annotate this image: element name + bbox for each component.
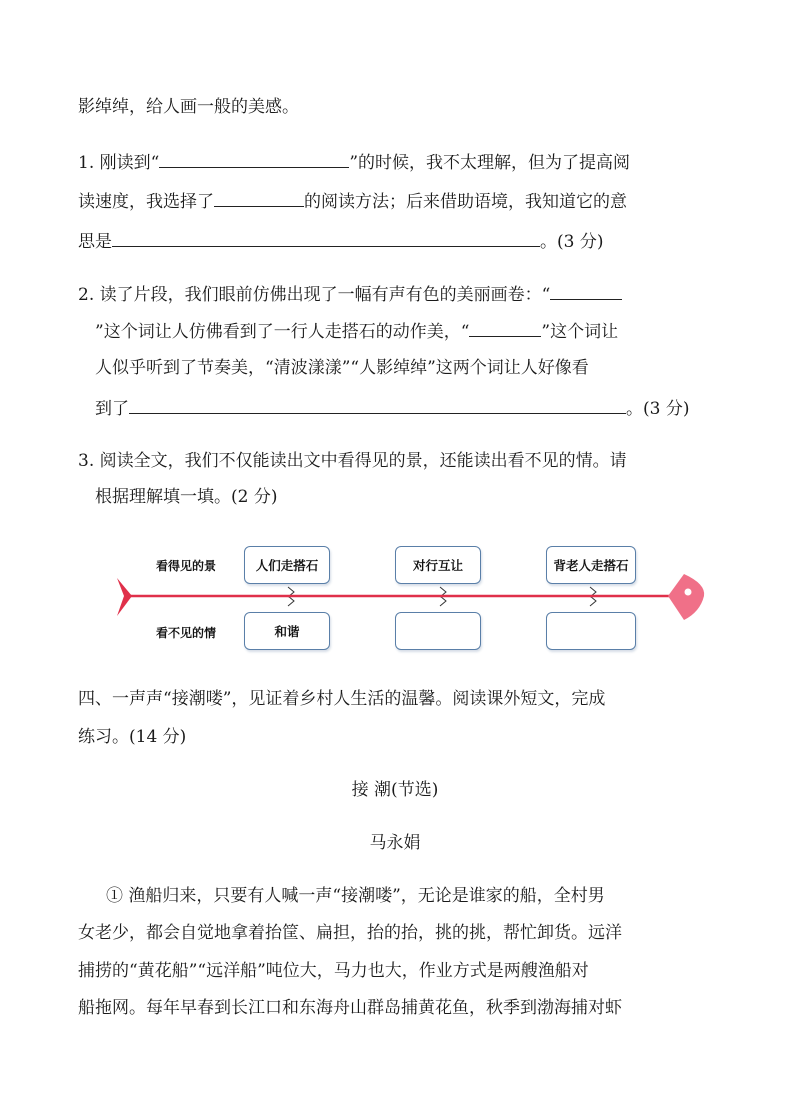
q1-blank-3[interactable] [112, 228, 540, 247]
connector [590, 596, 596, 606]
q1-text: 的阅读方法；后来借助语境，我知道它的意 [304, 192, 627, 212]
question-2-line-3: 人似乎听到了节奏美，“清波漾漾”“人影绰绰”这两个词让人好像看 [95, 358, 589, 378]
text-line: 影绰绰，给人画一般的美感。 [78, 97, 299, 117]
q2-blank-2[interactable] [469, 318, 541, 337]
q1-text: 读速度，我选择了 [78, 192, 214, 212]
feeling-box-3-answer[interactable] [546, 612, 636, 650]
feeling-box-1: 和谐 [244, 612, 330, 650]
feeling-box-2-answer[interactable] [395, 612, 481, 650]
row-label-visible: 看得见的景 [156, 559, 217, 573]
paragraph-line: ① 渔船归来，只要有人喊一声“接潮喽”，无论是谁家的船，全村男 [106, 886, 605, 906]
question-2-line-1 [78, 281, 622, 307]
q1-text: 1. 刚读到“ [78, 153, 160, 173]
connector [440, 596, 446, 606]
scene-box-2: 对行互让 [395, 546, 481, 584]
connector [288, 596, 294, 606]
q2-blank-3[interactable] [129, 395, 626, 414]
question-2-line-2 [95, 318, 618, 344]
section-4-line-1: 四、一声声“接潮喽”，见证着乡村人生活的温馨。阅读课外短文，完成 [78, 689, 606, 709]
row-label-invisible: 看不见的情 [156, 626, 217, 640]
fish-tail [117, 578, 132, 616]
paragraph-line: 女老少，都会自觉地拿着抬筐、扁担，抬的抬，挑的挑，帮忙卸货。远洋 [78, 923, 622, 943]
scene-box-3: 背老人走搭石 [546, 546, 636, 584]
q2-text: ”这个词让 [541, 322, 619, 342]
question-2-line-4 [95, 395, 689, 421]
q2-text: ”这个词让人仿佛看到了一行人走搭石的动作美，“ [95, 322, 470, 342]
scene-box-1: 人们走搭石 [244, 546, 330, 584]
q1-blank-1[interactable] [159, 149, 349, 168]
fish-head [668, 574, 704, 620]
q2-text: 2. 读了片段，我们眼前仿佛出现了一幅有声有色的美丽画卷：“ [78, 285, 551, 305]
article-author: 马永娟 [369, 833, 421, 853]
q2-blank-1[interactable] [550, 281, 622, 300]
fishbone-diagram [0, 530, 790, 660]
q2-score: 。(3 分) [626, 399, 690, 419]
q1-score: 。(3 分) [540, 232, 604, 252]
q1-blank-2[interactable] [214, 188, 304, 207]
paragraph-line: 捕捞的“黄花船”“远洋船”吨位大，马力也大，作业方式是两艘渔船对 [78, 961, 589, 981]
question-3-line-2: 根据理解填一填。(2 分) [95, 487, 278, 507]
article-title: 接 潮(节选) [351, 780, 439, 800]
paragraph-line: 船拖网。每年早春到长江口和东海舟山群岛捕黄花鱼，秋季到渤海捕对虾 [78, 998, 622, 1018]
q1-text: ”的时候，我不太理解，但为了提高阅 [349, 153, 631, 173]
q1-text: 思是 [78, 232, 112, 252]
fish-eye [685, 589, 692, 596]
question-3-line-1: 3. 阅读全文，我们不仅能读出文中看得见的景，还能读出看不见的情。请 [78, 451, 627, 471]
q2-text: 到了 [95, 399, 129, 419]
question-1-line-3 [78, 228, 603, 254]
question-1-line-1 [78, 149, 630, 175]
question-1-line-2 [78, 188, 627, 214]
section-4-line-2: 练习。(14 分) [78, 727, 187, 747]
